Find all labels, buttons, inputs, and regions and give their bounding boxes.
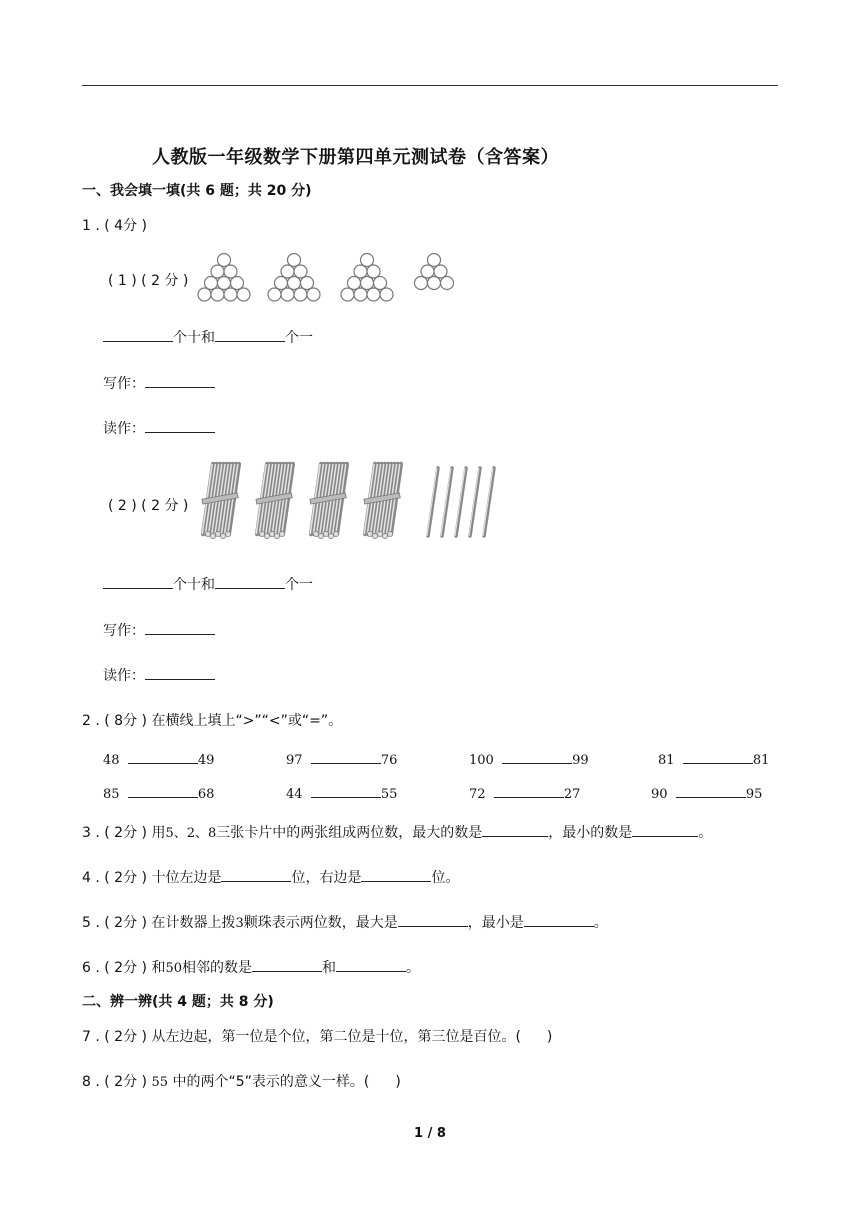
answer-blank[interactable] [215, 574, 285, 589]
answer-blank[interactable] [103, 574, 173, 589]
compare-item: 100 99 [469, 749, 589, 768]
answer-blank[interactable] [145, 620, 215, 635]
section-1-heading: 一、我会填一填(共 6 题；共 20 分) [82, 183, 312, 199]
circle-counter [428, 254, 441, 267]
stick-end [333, 531, 338, 536]
stick-end [367, 531, 372, 536]
stick-highlight [427, 468, 437, 536]
circle-counter [231, 277, 244, 290]
stick-end [323, 531, 328, 536]
compare-blank[interactable] [676, 783, 746, 798]
stick-end [264, 533, 269, 538]
answer-blank[interactable] [482, 822, 548, 837]
answer-blank[interactable] [145, 418, 215, 433]
circle-counter [354, 265, 367, 278]
circle-counter [415, 277, 428, 290]
circle-counter [421, 265, 434, 278]
page-number: 1 / 8 [414, 1126, 446, 1141]
circle-counter [361, 277, 374, 290]
answer-blank[interactable] [524, 912, 594, 927]
compare-blank[interactable] [311, 749, 381, 764]
stick-end [382, 533, 387, 538]
answer-blank[interactable] [398, 912, 468, 927]
compare-item: 72 27 [469, 783, 580, 802]
stick-end [269, 531, 274, 536]
circle-counter [301, 277, 314, 290]
stick-end [313, 531, 318, 536]
question-1-part-1-read: 读作： [103, 418, 215, 438]
stick-highlight [469, 468, 479, 536]
circle-counter [374, 277, 387, 290]
stick-end [225, 531, 230, 536]
question-1-part-2-label: ( 2 ) ( 2 分 ) [108, 498, 189, 514]
header-rule [82, 85, 778, 86]
stick-end [205, 531, 210, 536]
question-2-label: 2 . ( 8分 ) 在横线上填上“>”“<”或“=”。 [82, 713, 343, 729]
circle-counter [218, 277, 231, 290]
stick [442, 468, 452, 536]
compare-blank[interactable] [683, 749, 753, 764]
question-4: 4 . ( 2分 ) 十位左边是 位，右边是 位。 [82, 867, 459, 887]
circle-counter [281, 265, 294, 278]
compare-blank[interactable] [494, 783, 564, 798]
section-2-heading: 二、辨一辨(共 4 题；共 8 分) [82, 994, 274, 1010]
compare-item: 48 49 [103, 749, 214, 768]
compare-blank[interactable] [502, 749, 572, 764]
compare-item: 81 81 [658, 749, 769, 768]
page-title: 人教版一年级数学下册第四单元测试卷（含答案） [152, 147, 559, 168]
circle-counter [198, 288, 211, 301]
circle-counter [341, 288, 354, 301]
question-1-part-1-write: 写作： [103, 373, 215, 393]
stick-end [377, 531, 382, 536]
circle-counter [354, 288, 367, 301]
stick-end [279, 531, 284, 536]
circle-counter [428, 277, 441, 290]
stick-end [220, 533, 225, 538]
stick-highlight [441, 468, 451, 536]
circle-counter [288, 254, 301, 267]
circle-counter [434, 265, 447, 278]
answer-blank[interactable] [252, 957, 322, 972]
stick [456, 468, 466, 536]
circle-counter [205, 277, 218, 290]
answer-blank[interactable] [145, 373, 215, 388]
circle-counter [367, 265, 380, 278]
question-5: 5 . ( 2分 ) 在计数器上拨3颗珠表示两位数，最大是 ，最小是 。 [82, 912, 608, 932]
question-8: 8 . ( 2分 ) 55 中的两个“5”表示的意义一样。( ) [82, 1074, 401, 1090]
stick-end [259, 531, 264, 536]
stick-highlight [455, 468, 465, 536]
stick-end [210, 533, 215, 538]
circle-counter [268, 288, 281, 301]
stick-end [387, 531, 392, 536]
stick-end [215, 531, 220, 536]
circle-counter [211, 288, 224, 301]
circle-counter [237, 288, 250, 301]
stick [484, 468, 494, 536]
answer-blank[interactable] [215, 327, 285, 342]
question-6: 6 . ( 2分 ) 和50相邻的数是 和 。 [82, 957, 420, 977]
circle-counter [211, 265, 224, 278]
answer-blank[interactable] [336, 957, 406, 972]
answer-blank[interactable] [632, 822, 698, 837]
stick-end [372, 533, 377, 538]
circle-counter [294, 288, 307, 301]
compare-item: 97 76 [286, 749, 397, 768]
compare-item: 85 68 [103, 783, 214, 802]
question-1-part-1-tens-ones: 个十和 个一 [103, 327, 313, 347]
stick-end [318, 533, 323, 538]
compare-item: 90 95 [651, 783, 762, 802]
circle-counter [361, 254, 374, 267]
circle-counter [348, 277, 361, 290]
stick-end [328, 533, 333, 538]
stick [428, 468, 438, 536]
circle-counter [380, 288, 393, 301]
circle-groups-figure [196, 252, 466, 304]
circle-counter [281, 288, 294, 301]
answer-blank[interactable] [103, 327, 173, 342]
compare-item: 44 55 [286, 783, 397, 802]
circle-counter [294, 265, 307, 278]
circle-counter [441, 277, 454, 290]
circle-counter [288, 277, 301, 290]
question-1-part-2-write: 写作： [103, 620, 215, 640]
compare-blank[interactable] [128, 749, 198, 764]
question-1-part-1-label: ( 1 ) ( 2 分 ) [108, 273, 189, 289]
stick-highlight [483, 468, 493, 536]
answer-blank[interactable] [221, 867, 291, 882]
circle-counter [275, 277, 288, 290]
question-1-label: 1 . ( 4分 ) [82, 218, 147, 234]
question-7: 7 . ( 2分 ) 从左边起，第一位是个位，第二位是十位，第三位是百位。( ) [82, 1029, 553, 1045]
circle-counter [224, 288, 237, 301]
stick-bundles-figure [196, 458, 496, 542]
circle-counter [307, 288, 320, 301]
circle-counter [224, 265, 237, 278]
circle-counter [218, 254, 231, 267]
answer-blank[interactable] [145, 665, 215, 680]
question-1-part-2-tens-ones: 个十和 个一 [103, 574, 313, 594]
question-1-part-2-read: 读作： [103, 665, 215, 685]
answer-blank[interactable] [361, 867, 431, 882]
question-3: 3 . ( 2分 ) 用5、2、8三张卡片中的两张组成两位数，最大的数是 ，最小的数是 。 [82, 822, 712, 842]
circle-counter [367, 288, 380, 301]
compare-blank[interactable] [128, 783, 198, 798]
stick-end [274, 533, 279, 538]
stick [470, 468, 480, 536]
compare-blank[interactable] [311, 783, 381, 798]
